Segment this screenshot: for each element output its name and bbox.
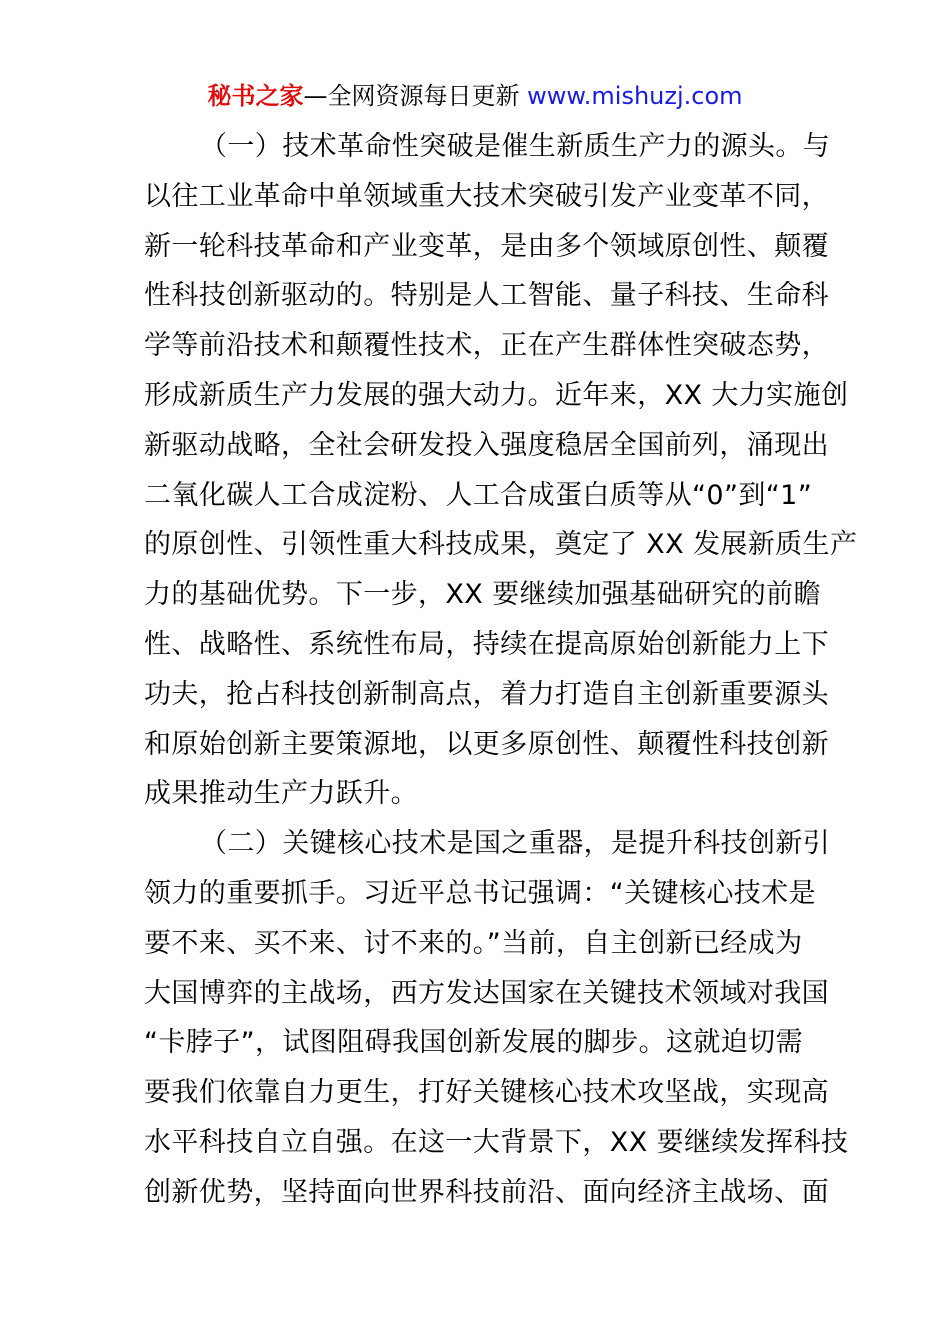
- header-tagline: —全网资源每日更新: [303, 82, 520, 110]
- paragraph-1-line: 学等前沿技术和颠覆性技术，正在产生群体性突破态势，: [144, 330, 829, 362]
- paragraph-2-line: 领力的重要抓手。习近平总书记强调：“关键核心技术是: [144, 877, 816, 909]
- paragraph-1-line: 和原始创新主要策源地，以更多原创性、颠覆性科技创新: [144, 728, 829, 760]
- paragraph-1-line: 功夫，抢占科技创新制高点，着力打造自主创新重要源头: [144, 678, 829, 710]
- brand-name: 秘书之家: [207, 82, 304, 110]
- paragraph-1-line: 以往工业革命中单领域重大技术突破引发产业变革不同，: [144, 180, 829, 212]
- paragraph-2-line: 水平科技自立自强。在这一大背景下，XX 要继续发挥科技: [144, 1126, 849, 1158]
- paragraph-1-line: 形成新质生产力发展的强大动力。近年来，XX 大力实施创: [144, 379, 849, 411]
- paragraph-2-line-1: （二）关键核心技术是国之重器，是提升科技创新引: [200, 828, 831, 860]
- paragraph-2-line: 大国博弈的主战场，西方发达国家在关键技术领域对我国: [144, 977, 829, 1009]
- paragraph-2-line: 要不来、买不来、讨不来的。”当前，自主创新已经成为: [144, 927, 803, 959]
- paragraph-2-line: 要我们依靠自力更生，打好关键核心技术攻坚战，实现高: [144, 1077, 829, 1109]
- paragraph-1-line: 的原创性、引领性重大科技成果，奠定了 XX 发展新质生产: [144, 529, 858, 561]
- paragraph-1-line: 新驱动战略，全社会研发投入强度稳居全国前列，涌现出: [144, 429, 829, 461]
- paragraph-1-line: 成果推动生产力跃升。: [144, 778, 418, 810]
- paragraph-1-line: 新一轮科技革命和产业变革，是由多个领域原创性、颠覆: [144, 230, 829, 262]
- paragraph-2-line: 创新优势，坚持面向世界科技前沿、面向经济主战场、面: [144, 1176, 829, 1208]
- document-body: [144, 122, 858, 1218]
- paragraph-1-line: 性科技创新驱动的。特别是人工智能、量子科技、生命科: [144, 280, 829, 312]
- paragraph-2-line: “卡脖子”，试图阻碍我国创新发展的脚步。这就迫切需: [144, 1027, 803, 1059]
- paragraph-1-line: 二氧化碳人工合成淀粉、人工合成蛋白质等从“0”到“1”: [144, 479, 813, 511]
- paragraph-1-line: 性、战略性、系统性布局，持续在提高原始创新能力上下: [144, 628, 829, 660]
- site-header: [0, 78, 950, 114]
- site-url-link[interactable]: www.mishuzj.com: [527, 82, 743, 110]
- paragraph-1-line-1: （一）技术革命性突破是催生新质生产力的源头。与: [200, 131, 831, 162]
- paragraph-1-line: 力的基础优势。下一步，XX 要继续加强基础研究的前瞻: [144, 579, 821, 611]
